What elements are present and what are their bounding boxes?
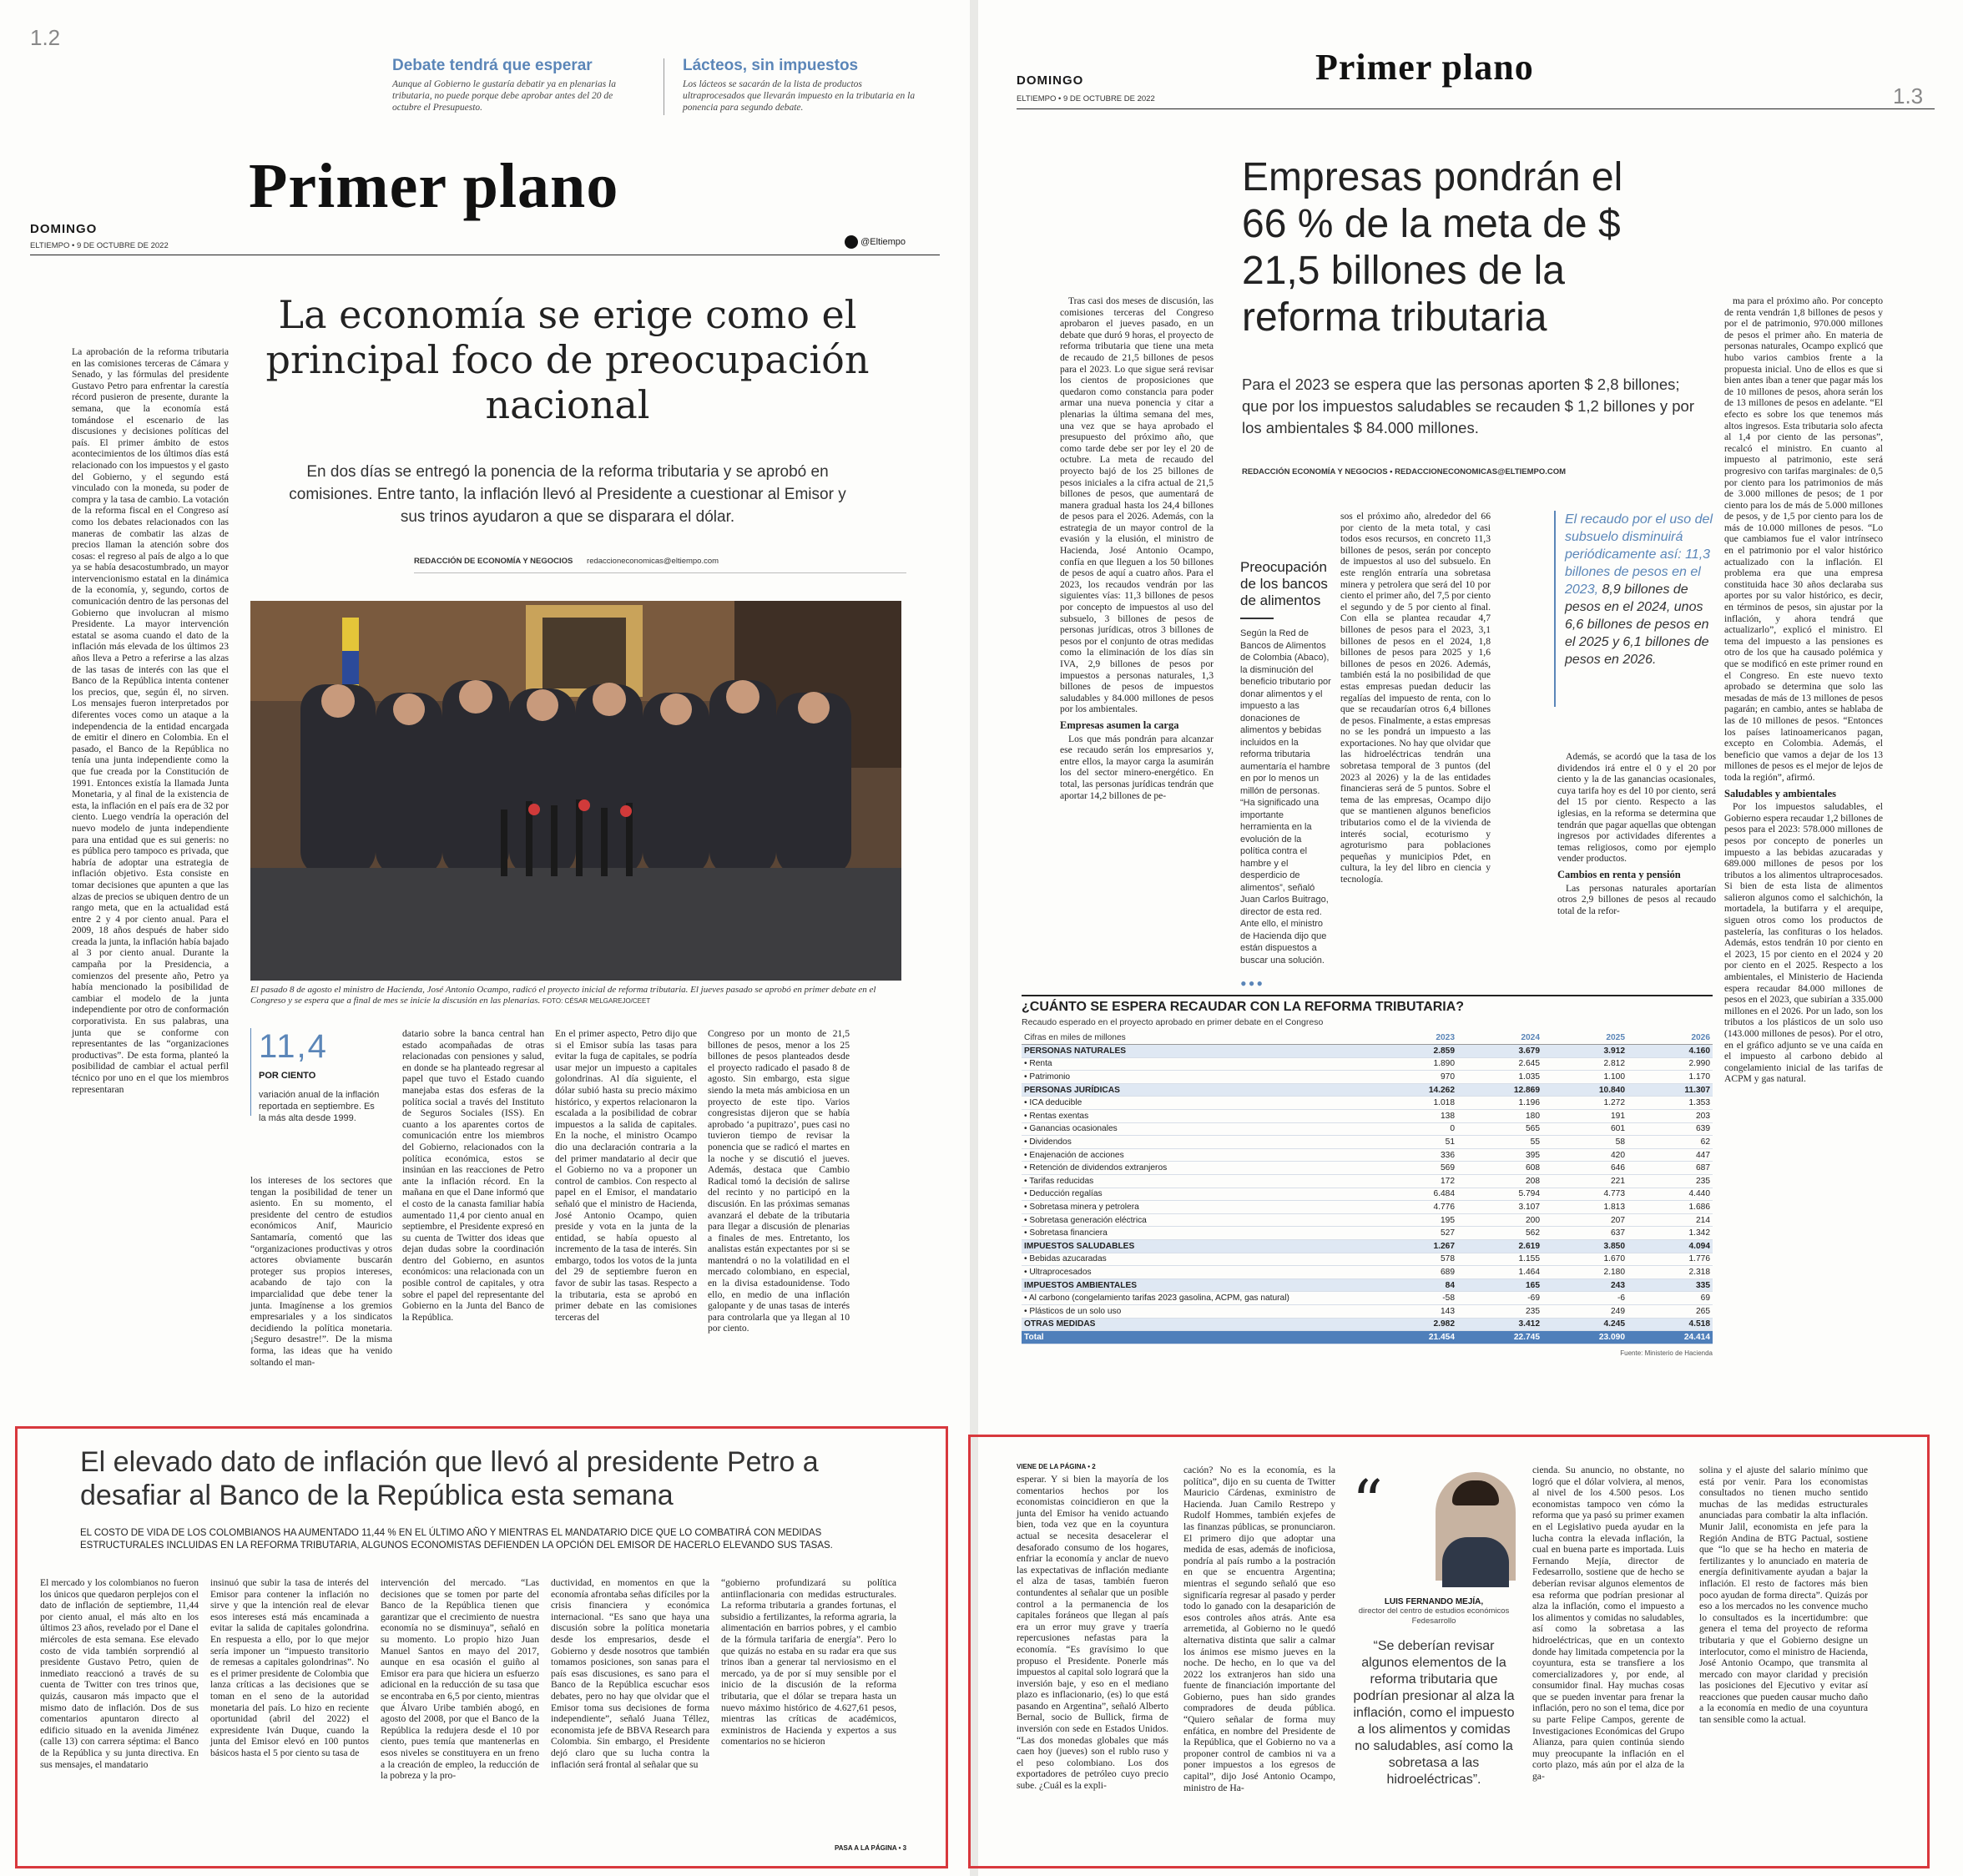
table-cell: 3.412 xyxy=(1457,1318,1542,1331)
table-cell: 601 xyxy=(1542,1122,1627,1136)
table-cell: 221 xyxy=(1542,1175,1627,1188)
table-cell: 2.812 xyxy=(1542,1057,1627,1071)
table-cell: 2.982 xyxy=(1372,1318,1457,1331)
table-cell: 1.035 xyxy=(1457,1071,1542,1084)
teaser-text: Aunque al Gobierno le gustaría debatir ya en plenarias la tributaria, no puede porque debe aprobar antes del 20 de octubre el Presupuesto. xyxy=(392,79,616,113)
table-cell: 1.890 xyxy=(1372,1057,1457,1071)
twitter-icon xyxy=(845,235,858,249)
table-cell: 24.414 xyxy=(1627,1331,1713,1344)
table-cell: 562 xyxy=(1457,1227,1542,1240)
fact-box xyxy=(259,1028,380,1124)
table-header-row xyxy=(1022,1031,1713,1045)
article-column: ma para el próximo año. Por concepto de renta vendrán 1,8 billones de pesos y por el de patrimonio, 970.000 millones de pesos el primer año. En materia de personas naturales, Ocampo explicó que hubo varios cambios frente a la propuesta inicial. Uno de ellos es que si bien antes iban a tener que pagar más los de 10 millones de pesos, ahora serán los de 13 millones de pesos en adelante. “El efecto es sobre los que tenemos más altos ingresos. Esta tributaria solo afecta al 1,4 por ciento de las personas”, recalcó el ministro. En cuanto al impuesto al patrimonio, este será progresivo con tarifas marginales: de 0,5 por ciento para los patrimonios de más de 3.000 millones de pesos; de 1 por ciento para los de más de 5.000 millones de pesos, y de 1,5 por ciento para los de más de 10.000 millones de pesos. “Lo que cambiamos fue el valor intrínseco en el patrimonio por el valor histórico actualizado con la inflación. El problema era que una empresa constituida hace 30 años declaraba sus aportes por su valor histórico, es decir, en términos de pesos, sin ajustar por la inflación, y ahora tendrá que actualizarlo”, explicó el ministro. El tema del impuesto a las pensiones es otro de los que ha causado polémica y que se modificó en este primer round en el Congreso. En este nuevo texto aprobado se determina que solo las mesadas de más de 13 millones de pesos pagarán; en cambio, antes se hablaba de las de 10 millones de pesos. “Entonces los países latinoamericanos pagan, excepto en Colombia. Además, el beneficio que vamos a dejar de los 13 millones de pesos es el mejor de lejos de toda la región”, afirmó. Saludables y ambientales Por los impuestos saludables, el Gobierno espera recaudar 1,2 billones de pesos para el 2023: 578.000 millones de pesos por concepto de ponerles un impuesto a las bebidas azucaradas y 689.000 millones de pesos por los tributos a los alimentos ultraprocesados. Si bien de esta lista de alimentos salieron algunos como el salchichón, la mortadela, la butifarra y el arequipe, siguen otros como los productos de pastelería, las confituras o los helados. Además, estos tendrán 10 por ciento en el 2023, 15 por ciento en el 2024 y 20 por ciento en el 2025. Respecto a los ambientales, el Ministerio de Hacienda espera recaudar 84.000 millones de pesos en el 2023, que subirían a 335.000 millones en el 2026. Por un lado, son los tributos a los plásticos de un solo uso (143.000 millones de pesos). Por el otro, en el gráfico adjunto se ve una caída en el impuesto al carbono debido al congelamiento inicial de las tarifas de ACPM y gas natural. xyxy=(1724,295,1883,1085)
table-cell: 1.670 xyxy=(1542,1253,1627,1266)
article-column: esperar. Y si bien la mayoría de los comentarios hechos por los economistas coincidieron en que la junta del Emisor ha venido actuando bien, toda vez que en la coyuntura actual se necesita desacelerar el desaforado consumo de los hogares, enfriar la economía y anclar de nuevo las expectativas de inflación mediante el alza de tasas, también fueron contundentes al señalar que un posible control a la permanencia de los capitales foráneos que llegan al país era un error muy grave y traería repercusiones nefastas para la economía. “Es gravísimo lo que propuso el Presidente. Ponerle más impuestos al capital solo logrará que la inversión baje, y eso en el mediano plazo es inflacionario, (es) lo que está pasando en Argentina”, señaló Alberto Bernal, socio de Bullick, firma de inversión con sede en Estados Unidos. “Las dos monedas globales que más caen hoy (jueves) son el rublo ruso y el peso colombiano. Los dos exportadores de petróleo cuyo precio sube. ¿Cuál es la expli- xyxy=(1017,1474,1168,1792)
table-cell: 12.869 xyxy=(1457,1083,1542,1097)
table-row xyxy=(1022,1175,1713,1188)
teaser-title: Lácteos, sin impuestos xyxy=(683,57,859,74)
quote-mark-icon: “ xyxy=(1352,1467,1383,1537)
pull-quote: El recaudo por el uso del subsuelo disminuirá periódicamente así: 11,3 billones de pesos en el 2023, 8,9 billones de pesos en el 2024, unos 6,6 billones de pesos en el 2025 y 6,1 billones de pesos en 2026. xyxy=(1565,512,1713,667)
table-cell: 335 xyxy=(1627,1278,1713,1292)
portrait-suit xyxy=(1442,1537,1509,1587)
table-row-label: Total xyxy=(1022,1331,1372,1344)
table-cell: 2.990 xyxy=(1627,1057,1713,1071)
article-column: cienda. Su anuncio, no obstante, no logró que el dólar volviera, al menos, al nivel de los 4.500 pesos. Los economistas tampoco ven cómo la reforma que ya pasó su primer examen en el Legislativo pueda ayudar en la lucha contra la elevada inflación, la cual en buena parte es importada. Luis Fernando Mejía, director de Fedesarrollo, sostiene que de hecho se deberían revisar algunos elementos de esa reforma que podrían presionar al alza la inflación, como el impuesto a los alimentos y comidas no saludables, así como la sobretasa a las hidroeléctricas, que en un contexto donde hay limitada competencia por la coyuntura, esta se transfiere a los comercializadores y, por ende, al consumidor final. Hay muchas cosas que se pueden inventar para frenar la inflación, pero no son el tema, dice por su parte Felipe Campos, gerente de Investigaciones Económicas del Grupo Alianza, para quien continúa siendo muy preocupante la inflación en el corto plazo, más aún por el alza de la ga- xyxy=(1532,1465,1684,1783)
table-row-label: • Sobretasa generación eléctrica xyxy=(1022,1213,1372,1227)
table-row-label: PERSONAS JURÍDICAS xyxy=(1022,1083,1372,1097)
table-row xyxy=(1022,1331,1713,1344)
table-cell: 1.272 xyxy=(1542,1097,1627,1110)
masthead: Primer plano xyxy=(249,151,619,221)
table-column-header: 2023 xyxy=(1372,1031,1457,1045)
press-photo xyxy=(250,601,901,981)
dateline: ELTIEMPO • 9 DE OCTUBRE DE 2022 xyxy=(30,241,169,250)
table-column-header: 2024 xyxy=(1457,1031,1542,1045)
table-row xyxy=(1022,1136,1713,1149)
table-subtitle: Recaudo esperado en el proyecto aprobado en primer debate en el Congreso xyxy=(1022,1017,1324,1027)
table-cell: 970 xyxy=(1372,1071,1457,1084)
photo-illustration xyxy=(250,601,901,981)
continued-link[interactable]: PASA A LA PÁGINA • 3 xyxy=(835,1844,907,1852)
fact-unit: POR CIENTO xyxy=(259,1071,316,1081)
teaser-1[interactable] xyxy=(392,57,634,113)
table-row xyxy=(1022,1304,1713,1318)
article-column: insinuó que subir la tasa de interés del Emisor para contener la inflación no sirve y que la intención real de elevar esos intereses está más encaminada a evitar la salida de capitales golondrina. En respuesta a ello, por lo que mejor sería imponer un “impuesto transitorio de remesas a capitales golondrinas”. No es el primer presidente de Colombia que lanza críticas a las decisiones que se toman en el seno de la autoridad monetaria del país. Lo hizo en reciente oportunidad (abril del 2022) el expresidente Iván Duque, cuando la junta del Emisor elevó en 100 puntos básicos hasta el 5 por ciento su tasa de xyxy=(210,1577,369,1758)
table-row-label: • Enajenación de acciones xyxy=(1022,1148,1372,1162)
table-cell: 565 xyxy=(1457,1122,1542,1136)
table-cell: 0 xyxy=(1372,1122,1457,1136)
twitter-handle[interactable]: @Eltiempo xyxy=(845,235,906,249)
table-row xyxy=(1022,1083,1713,1097)
table-row xyxy=(1022,1253,1713,1266)
article-column: datario sobre la banca central han estado acompañadas de otras relacionadas con pensiones y salud, en donde se ha planteado regresar al papel que tuvo el Estado cuando manejaba estas dos esferas de la política social a través del Instituto de Seguros Sociales (ISS). En cuanto a los aparentes cortos de comunicación entre los miembros del Gobierno, relacionados con la política económica, estos se insinúan en las reacciones de Petro ante la inflación récord. En la mañana en que el Dane informó que el costo de la canasta familiar había aumentado 11,4 por ciento anual en septiembre, el Presidente expresó en su cuenta de Twitter dos ideas que dejan dudas sobre la coordinación dentro del Gobierno, en asuntos económicos: una relacionada con un posible control de capitales, y otra sobre el papel del representante del Gobierno en la Junta del Banco de la República. xyxy=(402,1028,544,1323)
table-cell: 1.170 xyxy=(1627,1071,1713,1084)
table-cell: 395 xyxy=(1457,1148,1542,1162)
table-cell: 578 xyxy=(1372,1253,1457,1266)
fact-number: 11,4 xyxy=(259,1028,328,1065)
byline-rule xyxy=(414,572,906,573)
table-title: ¿CUÁNTO SE ESPERA RECAUDAR CON LA REFORMA TRIBUTARIA? xyxy=(1022,995,1713,1015)
table-row-label: IMPUESTOS SALUDABLES xyxy=(1022,1240,1372,1253)
ellipsis-icon: ••• xyxy=(1240,973,1265,994)
table-cell: 608 xyxy=(1457,1162,1542,1175)
headline: Empresas pondrán el 66 % de la meta de $ 21,5 billones de la reforma tributaria xyxy=(1242,155,1623,340)
table-cell: 687 xyxy=(1627,1162,1713,1175)
table-row xyxy=(1022,1278,1713,1292)
quote-box xyxy=(1352,1467,1516,1788)
table-row-label: • Retención de dividendos extranjeros xyxy=(1022,1162,1372,1175)
table-row-label: • Sobretasa minera y petrolera xyxy=(1022,1201,1372,1214)
table-cell: 527 xyxy=(1372,1227,1457,1240)
table-cell: 4.518 xyxy=(1627,1318,1713,1331)
fact-accent xyxy=(250,1028,251,1116)
subheading: Saludables y ambientales xyxy=(1724,787,1837,799)
article-column: Además, se acordó que la tasa de los dividendos irá entre el 0 y el 20 por ciento y la de las ganancias ocasionales, cuya tarifa hoy es del 10 por ciento, será del 15 por ciento. Respecto a las iglesias, en la reforma se determina que tendrán que pagar aquellas que obtengan ingresos por actividades diferentes a temas religiosos, como por ejemplo vender productos. Cambios en renta y pensión Las personas naturales aportarían otros 2,9 billones de pesos al recaudo total de la refor- xyxy=(1557,751,1716,916)
byline: REDACCIÓN ECONOMÍA Y NEGOCIOS • REDACCIONECONOMICAS@ELTIEMPO.COM xyxy=(1242,467,1567,477)
day-label: DOMINGO xyxy=(1017,73,1084,88)
article-column: Congreso por un monto de 21,5 billones de pesos, menor a los 25 billones de pesos planteados desde el proyecto radicado el pasado 8 de agosto. Sin embargo, esta sigue siendo la meta más ambiciosa en un proyecto de este tipo. Varios congresistas dijeron que se había aprobado ‘a pupitrazo’, pues casi no tuvieron tiempo de revisar la ponencia que se radicó el martes en la noche y se discutió el jueves. Además, destaca que Cambio Radical tomó la decisión de salirse del recinto y no participó en la discusión. En las próximas semanas avanzará el debate de la tributaria para llegar a discusión de plenarias a finales de mes. Entretanto, los analistas están expectantes por si se mantendrá o no la volatilidad en el mercado colombiano, en especial, en la divisa estadounidense. Todo ello, en medio de una inflación galopante y de unas tasas de interés para controlarla que ya llegan al 10 por ciento. xyxy=(708,1028,850,1334)
inflation-headline: El elevado dato de inflación que llevó al presidente Petro a desafiar al Banco de la República esta semana xyxy=(80,1446,819,1511)
table-cell: 4.245 xyxy=(1542,1318,1627,1331)
table-cell: 14.262 xyxy=(1372,1083,1457,1097)
table-row-label: • Ganancias ocasionales xyxy=(1022,1122,1372,1136)
table-cell: 4.776 xyxy=(1372,1201,1457,1214)
table-cell: 69 xyxy=(1627,1292,1713,1305)
table-cell: 1.464 xyxy=(1457,1266,1542,1279)
table-row-label: • Deducción regalías xyxy=(1022,1188,1372,1201)
table-cell: 180 xyxy=(1457,1110,1542,1123)
table-row-label: • ICA deducible xyxy=(1022,1097,1372,1110)
subheading: Cambios en renta y pensión xyxy=(1557,868,1681,880)
table-cell: 3.107 xyxy=(1457,1201,1542,1214)
table-cell: 143 xyxy=(1372,1304,1457,1318)
table-cell: 1.353 xyxy=(1627,1097,1713,1110)
table-cell: 1.686 xyxy=(1627,1201,1713,1214)
table-row-label: • Plásticos de un solo uso xyxy=(1022,1304,1372,1318)
table-cell: 243 xyxy=(1542,1278,1627,1292)
teaser-title: Debate tendrá que esperar xyxy=(392,57,593,74)
table-cell: 1.100 xyxy=(1542,1071,1627,1084)
table-grid xyxy=(1022,1031,1713,1344)
article-column: solina y el ajuste del salario mínimo que está por venir. Para los economistas consultados no tienen mucho sentido muchas de las medidas estructurales anunciadas para combatir la alta inflación. Munir Jalil, economista en jefe para la Región Andina de BTG Pactual, sostiene que “lo que se ha hecho en materia de fertilizantes y lo anunciado en materia de energía definitivamente ayudan a bajar la inflación. El resto de factores más bien poco ayudan de forma directa”. Quizás por eso a los mercados no les convence mucho lo consultados es la incertidumbre: que genera el tema del proyecto de reforma tributaria y que el Gobierno designe un interlocutor, como el ministro de Hacienda, José Antonio Ocampo, que transmita al mercado con mayor claridad y precisión las posiciones del Ejecutivo y evitar así reacciones que pueden causar mucho daño a la economía en medio de una coyuntura tan sensible como la actual. xyxy=(1699,1465,1868,1726)
quote-role: director del centro de estudios económicos Fedesarrollo xyxy=(1358,1606,1510,1626)
sidebar-rule xyxy=(1240,618,1274,619)
fact-text: variación anual de la inflación reportada en septiembre. Es la más alta desde 1999. xyxy=(259,1090,380,1123)
table-cell: 214 xyxy=(1627,1213,1713,1227)
table-cell: 84 xyxy=(1372,1278,1457,1292)
pullquote-accent xyxy=(1554,511,1556,707)
table-cell: 2.619 xyxy=(1457,1240,1542,1253)
table-cell: 5.794 xyxy=(1457,1188,1542,1201)
article-column: “gobierno profundizará su política antiinflacionaria con medidas estructurales. La reforma tributaria a grandes fortunas, el subsidio a fertilizantes, la reforma agraria, la alimentación en barrios pobres, y el cambio de la fórmula tarifaria de energía”. Pero lo que quizás no estaba en su radar era que sus trinos iban a generar tal nerviosismo en el mercado, ya de por sí muy sensible por el inicio de la discusión de la reforma tributaria, que el dólar se trepara hasta un nuevo máximo histórico de 4.627,61 pesos, mientras las críticas de académicos, exministros de Hacienda y expertos a sus comentarios no se hicieron xyxy=(721,1577,896,1747)
table-cell: 1.813 xyxy=(1542,1201,1627,1214)
table-cell: 235 xyxy=(1627,1175,1713,1188)
table-cell: 3.912 xyxy=(1542,1045,1627,1058)
portrait-hair xyxy=(1452,1480,1499,1505)
article-column: El mercado y los colombianos no fueron los únicos que quedaron perplejos con el dato de inflación de septiembre, 11,44 por ciento anual, el más alto en los últimos 23 años, revelado por el Dane el miércoles de esta semana. Ese elevado costo de vida también sorprendió al presidente Gustavo Petro, quien de inmediato reaccionó a través de su cuenta de Twitter con tres trinos que, quizás, causaron más impacto que el mismo dato de inflación. Dos de sus comentarios apuntaron directo al edificio situado en la avenida Jiménez (calle 13) con carrera séptima: el Banco de la República y su junta directiva. En sus mensajes, el mandatario xyxy=(40,1577,199,1770)
table-row-label: • Patrimonio xyxy=(1022,1071,1372,1084)
table-cell: 1.342 xyxy=(1627,1227,1713,1240)
table-cell: -6 xyxy=(1542,1292,1627,1305)
dateline: ELTIEMPO • 9 DE OCTUBRE DE 2022 xyxy=(1017,94,1155,103)
table-cell: 21.454 xyxy=(1372,1331,1457,1344)
page-number: 1.2 xyxy=(30,25,61,50)
table-cell: 2.645 xyxy=(1457,1057,1542,1071)
table-cell: 637 xyxy=(1542,1227,1627,1240)
table-row xyxy=(1022,1266,1713,1279)
table-cell: 3.679 xyxy=(1457,1045,1542,1058)
table-row xyxy=(1022,1071,1713,1084)
article-column: cación? No es la economía, es la política”, dijo en su cuenta de Twitter Mauricio Cárdenas, exministro de Hacienda. Juan Camilo Restrepo y Rudolf Hommes, también exjefes de las finanzas públicas, se pronunciaron. El primero dijo que adoptar una medida de esas, además de inoficiosa, pondría al país rumbo a la postración en que se encuentra Argentina; mientras el segundo señaló que eso significaría regresar al pasado y perder todo lo ganado con la desaparición de esos controles años atrás. Ante esa arremetida, al Gobierno no le quedó alternativa distinta que salir a calmar los ánimos ese mismo jueves en la noche. De hecho, en lo que va del 2022 los extranjeros han sido una fuente de financiación importante del Gobierno, pues han sido grandes compradores de deuda pública. “Quiero señalar de forma muy enfática, en nombre del Presidente de la República, que el Gobierno no va a proponer control de cambios ni va a poner impuestos a los egresos de capital”, dijo José Antonio Ocampo, ministro de Ha- xyxy=(1183,1465,1335,1793)
table-row xyxy=(1022,1227,1713,1240)
table-row-label: • Al carbono (congelamiento tarifas 2023 gasolina, ACPM, gas natural) xyxy=(1022,1292,1372,1305)
deck: Para el 2023 se espera que las personas aporten $ 2,8 billones; que por los impuestos saludables se recauden $ 1,2 billones y por los ambientales $ 84.000 millones. xyxy=(1242,376,1694,436)
table-cell: 2.180 xyxy=(1542,1266,1627,1279)
table-cell: 55 xyxy=(1457,1136,1542,1149)
table-row-label: IMPUESTOS AMBIENTALES xyxy=(1022,1278,1372,1292)
table-cell: 4.773 xyxy=(1542,1188,1627,1201)
table-cell: 6.484 xyxy=(1372,1188,1457,1201)
table-cell: 646 xyxy=(1542,1162,1627,1175)
table-cell: 22.745 xyxy=(1457,1331,1542,1344)
table-cell: 207 xyxy=(1542,1213,1627,1227)
masthead: Primer plano xyxy=(1315,47,1534,88)
quote-text: “Se deberían revisar algunos elementos de la reforma tributaria que podrían presionar al alza la inflación, como el impuesto a los alimentos y comidas no saludables, así como la sobretasa a las hidroeléctricas”. xyxy=(1353,1639,1515,1787)
table-cell: 447 xyxy=(1627,1148,1713,1162)
article-column: ductividad, en momentos en que la economía afrontaba señas difíciles por la crisis financiera y económica internacional. “Es sano que haya una discusión sobre la política monetaria desde los empresarios, desde el Gobierno y desde nosotros que también tomamos posiciones, son sanas para el país esas discusiones, es sano para el Banco de la República escuchar esos debates, pero no hay que olvidar que el Emisor toma sus decisiones de forma independiente”, señaló Juana Téllez, economista jefe de BBVA Research para Colombia. Sin embargo, el Presidente dejó claro que su lucha contra la inflación será frontal al señalar que su xyxy=(551,1577,709,1770)
headline: La economía se erige como el principal foco de preocupación nacional xyxy=(265,292,870,427)
inflation-deck: EL COSTO DE VIDA DE LOS COLOMBIANOS HA AUMENTADO 11,44 % EN EL ÚLTIMO AÑO Y MIENTRAS EL MANDATARIO DICE QUE LO COMBATIRÁ CON MEDIDAS ESTRUCTURALES INCLUIDAS EN LA REFORMA TRIBUTARIA, ALGUNOS ECONOMISTAS DEFIENDEN LA OPCIÓN DEL EMISOR DE HACERLO ELEVANDO SUS TASAS. xyxy=(80,1528,833,1551)
article-column: intervención del mercado. “Las decisiones que se tomen por parte del Banco de la República tienen que garantizar que el crecimiento de nuestra economía no se disminuya”, señaló en su momento. Lo propio hizo Juan Manuel Santos en mayo del 2017, aunque en esa ocasión el guiño al Emisor era para que hiciera un esfuerzo adicional en la reducción de su tasa que se encontraba en 6,5 por ciento, mientras que Álvaro Uribe también abogó, en agosto del 2008, por que el Banco de la República la redujera desde el 10 por ciento, pues temía que mantenerlas en esos niveles se constituyera en un freno a la creación de empleo, la reducción de la pobreza y la pro- xyxy=(381,1577,539,1782)
table-row-label: • Renta xyxy=(1022,1057,1372,1071)
table-cell: 3.850 xyxy=(1542,1240,1627,1253)
table-cell: 2.318 xyxy=(1627,1266,1713,1279)
article-column: Tras casi dos meses de discusión, las comisiones terceras del Congreso aprobaron el jueves pasado, en un debate que duró 9 horas, el proyecto de reforma tributaria que tiene una meta de recaudo de 21,5 billones de pesos para el 2023. Lo que sigue será revisar los cientos de proposiciones que quedaron como constancia para poder armar una nueva ponencia y citar a plenarias la última semana del mes, una vez que se haya aprobado el presupuesto del próximo año, que como tarde debe ser por ley el 20 de octubre. La meta de recaudo del proyecto bajó de los 25 billones de pesos iniciales a la cifra actual de 21,5 billones de pesos, que aumentará de manera gradual hasta los 24,4 billones de pesos para el 2026. Además, con la estrategia de un mayor control de la evasión y la elusión, el ministro de Hacienda, José Antonio Ocampo, confía en que lleguen a los 50 billones de pesos de aquí a cuatro años. Para el 2023, los recaudos vendrán por las siguientes vías: 11,3 billones de pesos por concepto de impuestos al uso del subsuelo, 3 billones de pesos de personas jurídicas, otros 3 billones de pesos por el conjunto de otras medidas como la eliminación de los días sin IVA, 2,9 billones de pesos por impuestos a personas naturales, 1,3 billones de pesos de impuestos saludables y 84.000 millones de pesos por los ambientales. Empresas asumen la carga Los que más pondrán para alcanzar ese recaudo serán los empresarios y, entre ellos, la mayor carga la asumirán los del sector minero-energético. En total, las personas jurídicas tendrán que aportar 14,2 billones de pe- xyxy=(1060,295,1214,801)
table-row xyxy=(1022,1162,1713,1175)
table-cell: -58 xyxy=(1372,1292,1457,1305)
table-row xyxy=(1022,1213,1713,1227)
table-cell: 165 xyxy=(1457,1278,1542,1292)
article-column: En el primer aspecto, Petro dijo que si el Emisor subía las tasas para evitar la fuga de capitales, se podría usar mejor un impuesto a capitales golondrinas. Al día siguiente, el dólar subió hasta su precio máximo histórico, y expertos relacionaron la escalada a la posibilidad de cobrar impuestos a la salida de capitales. En la noche, el ministro Ocampo dio una declaración contraria a la del primer mandatario al decir que el Gobierno no va a proponer un control de cambios. Con respecto al papel en el Emisor, el mandatario señaló que el ministro de Hacienda, José Antonio Ocampo, quien preside y vota en la junta de la entidad, se había opuesto al incremento de la tasa de interés. Sin embargo, todos los votos de la junta del 29 de septiembre fueron en favor de subir las tasas. Respecto a la tributaria, esta se aprobó en primer debate en las comisiones terceras del xyxy=(555,1028,697,1323)
table-row xyxy=(1022,1110,1713,1123)
table-row xyxy=(1022,1188,1713,1201)
article-column: La aprobación de la reforma tributaria en las comisiones terceras de Cámara y Senado, y las fórmulas del presidente Gustavo Petro para enfrentar la carestía récord pusieron de presente, durante la semana, que la economía está tomándose el escenario de las discusiones y decisiones políticas del país. El primer ámbito de estos acontecimientos de los últimos días está relacionado con los impuestos y el gasto del Gobierno, y el segundo está vinculado con la moneda, su poder de compra y la tasa de cambio. La votación de la reforma fiscal en el Congreso así como los debates relacionados con las maneras de combatir las alzas de precios llaman la atención sobre dos cosas: el regreso al país de algo a lo que ya se había desacostumbrado, un mayor intervencionismo estatal en la dinámica de la economía, y, segundo, cortos de comunicación dentro de las personas del Gobierno que involucran al mismo Presidente. La mayor intervención estatal se asoma cuando el dato de la inflación más elevada de los últimos 23 años lleva a Petro a referirse a las alzas de las tasas de interés con las que el Banco de la República intenta contener los precios, que, según él, no sirven. Los mensajes fueron interpretados por diferentes voces como un ataque a la independencia de la entidad encargada de emitir el dinero en Colombia. En el pasado, el Banco de la República no tenía una junta independiente como la que fue creada por la Constitución de 1991. Entonces existía la llamada Junta Monetaria, y al final de la existencia de esta, la inflación en el país era de 32 por ciento. Luego vendría la operación del nuevo modelo de junta independiente para una entidad que es sui generis: no es pública pero tampoco es privada, que habría de adoptar una estrategia de inflación objetivo. Esta consiste en tomar decisiones que apunten a que las alzas de precios se ubiquen dentro de un rango meta, que en la actualidad está entre 2 y 4 por ciento anual. Para el 2009, 18 años después de haber sido creada la junta, la inflación había bajado al 3 por ciento anual. Durante la campaña por la Presidencia, a comienzos del presente año, Petro ya había mencionado la posibilidad de cambiar el modelo de la junta independiente por otro de conformación corporativista. En sus palabras, una junta que se conforme con representantes de las “organizaciones productivas”. De esta forma, planteó la posibilidad de cambiar el actual perfil técnico por uno en el que los miembros representaran xyxy=(72,346,229,1095)
table-row xyxy=(1022,1122,1713,1136)
table-cell: 195 xyxy=(1372,1213,1457,1227)
quote-portrait xyxy=(1436,1472,1516,1581)
continued-from: VIENE DE LA PÁGINA • 2 xyxy=(1017,1463,1096,1470)
table-cell: 11.307 xyxy=(1627,1083,1713,1097)
table-cell: 4.440 xyxy=(1627,1188,1713,1201)
table-cell: 58 xyxy=(1542,1136,1627,1149)
table-row-label: • Rentas exentas xyxy=(1022,1110,1372,1123)
table-cell: 4.160 xyxy=(1627,1045,1713,1058)
table-cell: 62 xyxy=(1627,1136,1713,1149)
day-label: DOMINGO xyxy=(30,222,98,236)
table-row-label: • Ultraprocesados xyxy=(1022,1266,1372,1279)
table-row xyxy=(1022,1045,1713,1058)
table-cell: 689 xyxy=(1372,1266,1457,1279)
table-cell: 203 xyxy=(1627,1110,1713,1123)
table-cell: 23.090 xyxy=(1542,1331,1627,1344)
table-cell: 639 xyxy=(1627,1122,1713,1136)
table-cell: -69 xyxy=(1457,1292,1542,1305)
table-row xyxy=(1022,1097,1713,1110)
table-unit-label: Cifras en miles de millones xyxy=(1022,1031,1372,1045)
table-row-label: OTRAS MEDIDAS xyxy=(1022,1318,1372,1331)
table-cell: 4.094 xyxy=(1627,1240,1713,1253)
photo-caption: El pasado 8 de agosto el ministro de Hacienda, José Antonio Ocampo, radicó el proyecto inicial de reforma tributaria. El jueves pasado se aprobó en primer debate en el Congreso y se espera que a final de mes se inicie la discusión en las plenarias. FOTO: CÉSAR MELGAREJO/CEET xyxy=(250,985,876,1006)
table-cell: 1.155 xyxy=(1457,1253,1542,1266)
revenue-table xyxy=(1022,995,1713,1357)
table-row xyxy=(1022,1201,1713,1214)
subheading: Empresas asumen la carga xyxy=(1060,719,1179,731)
table-row xyxy=(1022,1318,1713,1331)
page-number: 1.3 xyxy=(1893,83,1924,108)
teaser-2[interactable] xyxy=(683,57,925,113)
table-cell: 336 xyxy=(1372,1148,1457,1162)
quote-person: LUIS FERNANDO MEJÍA, xyxy=(1384,1597,1484,1606)
table-cell: 265 xyxy=(1627,1304,1713,1318)
table-cell: 1.776 xyxy=(1627,1253,1713,1266)
teaser-text: Los lácteos se sacarán de la lista de productos ultraprocesados que llevarán impuesto en la tributaria en la ponencia para segundo debate. xyxy=(683,79,916,113)
table-cell: 1.267 xyxy=(1372,1240,1457,1253)
byline: REDACCIÓN DE ECONOMÍA Y NEGOCIOS redaccioneconomicas@eltiempo.com xyxy=(414,557,719,566)
table-cell: 208 xyxy=(1457,1175,1542,1188)
table-cell: 249 xyxy=(1542,1304,1627,1318)
food-banks-sidebar xyxy=(1240,559,1332,995)
table-cell: 172 xyxy=(1372,1175,1457,1188)
table-cell: 1.196 xyxy=(1457,1097,1542,1110)
table-cell: 569 xyxy=(1372,1162,1457,1175)
table-row-label: PERSONAS NATURALES xyxy=(1022,1045,1372,1058)
table-cell: 191 xyxy=(1542,1110,1627,1123)
table-cell: 235 xyxy=(1457,1304,1542,1318)
table-row xyxy=(1022,1240,1713,1253)
masthead-rule xyxy=(1017,108,1935,109)
table-column-header: 2026 xyxy=(1627,1031,1713,1045)
sidebar-text: Según la Red de Bancos de Alimentos de Colombia (Abaco), la disminución del beneficio tributario por donar alimentos y el impuesto a las donaciones de alimentos y bebidas incluidos en la reforma tributaria aumentaría el hambre en por lo menos un millón de personas. “Ha significado una importante herramienta en la evolución de la política contra el hambre y el desperdicio de alimentos”, señaló Juan Carlos Buitrago, director de esta red. Ante ello, el ministro de Hacienda dijo que están dispuestos a buscar una solución. xyxy=(1240,628,1331,966)
table-cell: 420 xyxy=(1542,1148,1627,1162)
article-column: los intereses de los sectores que tengan la posibilidad de tener un asiento. En su momento, el presidente del centro de estudios económicos Anif, Mauricio Santamaría, comentó que las “organizaciones productivas y otros actores obviamente buscarán proteger sus propios intereses, acabando de tajo con la imparcialidad que debe tener la junta. Imagínense a los gremios empresariales y a los sindicatos decidiendo la política monetaria. ¡Seguro desastre!”. De la misma forma, las ideas que ha venido soltando el man- xyxy=(250,1175,392,1368)
table-row-label: • Sobretasa financiera xyxy=(1022,1227,1372,1240)
table-cell: 200 xyxy=(1457,1213,1542,1227)
table-row xyxy=(1022,1057,1713,1071)
table-row xyxy=(1022,1292,1713,1305)
table-row-label: • Tarifas reducidas xyxy=(1022,1175,1372,1188)
table-cell: 2.859 xyxy=(1372,1045,1457,1058)
table-row xyxy=(1022,1148,1713,1162)
table-row-label: • Bebidas azucaradas xyxy=(1022,1253,1372,1266)
article-column: sos el próximo año, alrededor del 66 por ciento de la meta total, y casi todos esos recursos, en concreto 11,3 billones de pesos, serán por concepto de impuestos al uso del subsuelo. En este renglón entraría una sobretasa minera y petrolera que será del 10 por ciento el primer año, del 7,5 por ciento el segundo y de 5 por ciento al final. Con ella se plantea recaudar 4,7 billones de pesos para el 2023, 3,1 billones de pesos en el 2024, 1,8 billones de pesos para 2025 y 1,6 billones de pesos en 2026. Además, también está la no posibilidad de que estas empresas puedan deducir las regalías del impuesto de renta, con lo que se recaudarían otros 6,4 billones de pesos. Finalmente, a estas empresas no se les pondrá un impuesto a las exportaciones. No hay que olvidar que las hidroeléctricas tendrán una sobretasa temporal de 3 puntos (del 2023 al 2026) y la de las entidades financieras será de 5 puntos. Sobre el tema de las empresas, Ocampo dijo que se mantienen algunos beneficios tributarios como el de la vivienda de interés social, ecoturismo y agroturismo para poblaciones pequeñas y municipios Pdet, en cultura, la ley del libro en ciencia y tecnología. xyxy=(1340,511,1491,885)
table-cell: 1.018 xyxy=(1372,1097,1457,1110)
table-row-label: • Dividendos xyxy=(1022,1136,1372,1149)
table-cell: 138 xyxy=(1372,1110,1457,1123)
deck: En dos días se entregó la ponencia de la reforma tributaria y se aprobó en comisiones. Entre tanto, la inflación llevó al Presidente a cuestionar al Emisor y sus trinos ayudaron a que se disparara el dólar. xyxy=(289,463,846,526)
table-cell: 51 xyxy=(1372,1136,1457,1149)
table-cell: 10.840 xyxy=(1542,1083,1627,1097)
sidebar-title: Preocupación de los bancos de alimentos xyxy=(1240,559,1328,608)
table-source: Fuente: Ministerio de Hacienda xyxy=(1620,1349,1713,1357)
table-column-header: 2025 xyxy=(1542,1031,1627,1045)
